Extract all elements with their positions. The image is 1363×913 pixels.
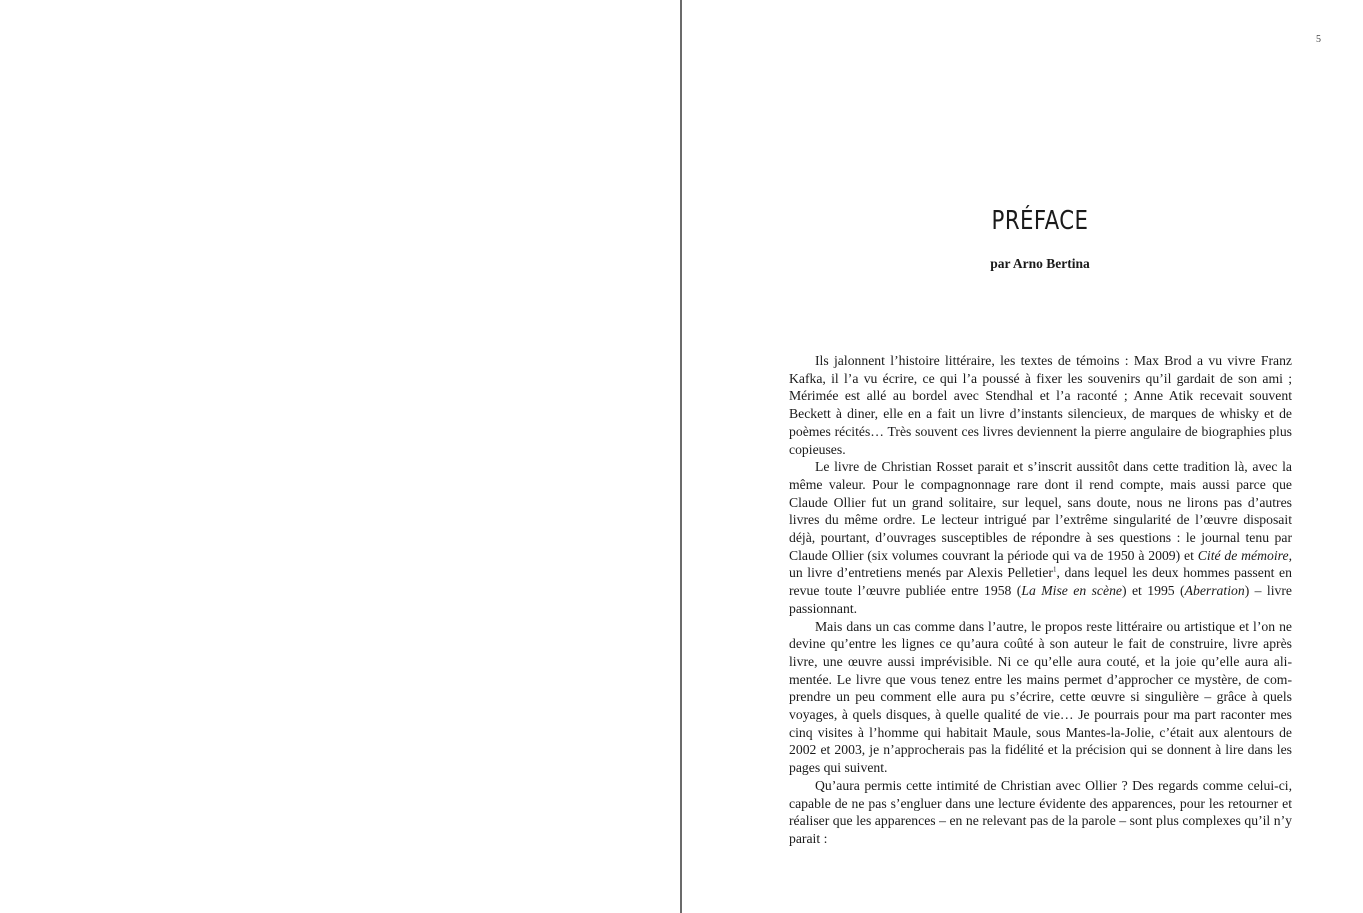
left-page-blank (0, 0, 680, 913)
paragraph (789, 777, 1292, 848)
book-title-italic: Cité de mémoire (1197, 547, 1289, 563)
book-title-italic: Aberration (1184, 583, 1245, 599)
paragraph-text: Mais dans un cas comme dans l’autre, le propos reste littéraire ou artistique et l’on ne devine qu’entre les lignes ce qu’aura coûté à son auteur le fait de construire, livre après livre, une œuvre aussi imprévisible. Ni ce qu’elle aura couté, et la joie qu’elle aura alimentée. Le livre que vous tenez entre les mains permet d’approcher ce mystère, de comprendre un peu comment elle aura pu s’écrire, cette œuvre si singulière – grâce à quels voyages, à quels disques, à quelle qualité de vie… Je pourrais pour ma part raconter mes cinq visites à l’homme qui habitait Maule, sous Mantes-la-Jolie, c’était aux alentours de 2002 et 2003, je n’approcherais pas la fidélité et la précision qui se donnent à lire dans les pages qui suivent. (789, 618, 1292, 776)
paragraph-text: ) – livre passionnant. (789, 583, 1292, 616)
paragraph-text: , dans lequel les deux hommes passent en revue toute l’œuvre publiée entre 1958 ( (789, 565, 1292, 599)
author-byline: par Arno Bertina (990, 256, 1090, 271)
page-number: 5 (1316, 34, 1321, 45)
paragraph-text: Qu’aura permis cette intimité de Christian avec Ollier ? Des regards comme celui-ci, capable de ne pas s’engluer dans une lecture évidente des apparences, pour les retourner et réaliser que les apparences – en ne relevant pas de la parole – sont plus complexes qu’il n’y parait : (789, 777, 1292, 846)
footnote-marker[interactable]: 1 (1052, 565, 1057, 574)
paragraph (789, 352, 1292, 458)
paragraph (789, 618, 1292, 777)
right-page (682, 0, 1363, 913)
paragraph-text: , un livre d’entretiens menés par Alexis Pelletier (789, 547, 1292, 581)
paragraph-text: Ils jalonnent l’histoire littéraire, les textes de témoins : Max Brod a vu vivre Franz Kafka, il l’a vu écrire, ce qui l’a poussé à fixer les souvenirs qu’il gardait de son ami ; Mérimée est allé au bordel avec Stendhal et l’a raconté ; Anne Atik recevait souvent Beckett à diner, elle en a fait un livre d’instants silencieux, de marques de whisky et de poèmes récités… Très souvent ces livres deviennent la pierre angulaire de biographies plus copieuses. (789, 353, 1292, 457)
page-title: PRÉFACE (991, 206, 1089, 236)
paragraph (789, 458, 1292, 617)
book-title-italic: La Mise en scène (1021, 583, 1122, 599)
preface-body (789, 352, 1292, 848)
paragraph-text: ) et 1995 ( (1122, 583, 1185, 599)
paragraph-text: Le livre de Christian Rosset parait et s’inscrit aussitôt dans cette tradition là, avec la même valeur. Pour le compagnonnage rare dont il rend compte, mais aussi parce que Claude Ollier fut un grand solitaire, sur lequel, sans doute, nous ne lirons pas d’autres livres du même ordre. Le lecteur intrigué par l’extrême singularité de l’œuvre disposait déjà, pourtant, d’ouvrages susceptibles de répondre à ses questions : le journal tenu par Claude Ollier (six volumes couvrant la période qui va de 1950 à 2009) et (789, 459, 1292, 563)
